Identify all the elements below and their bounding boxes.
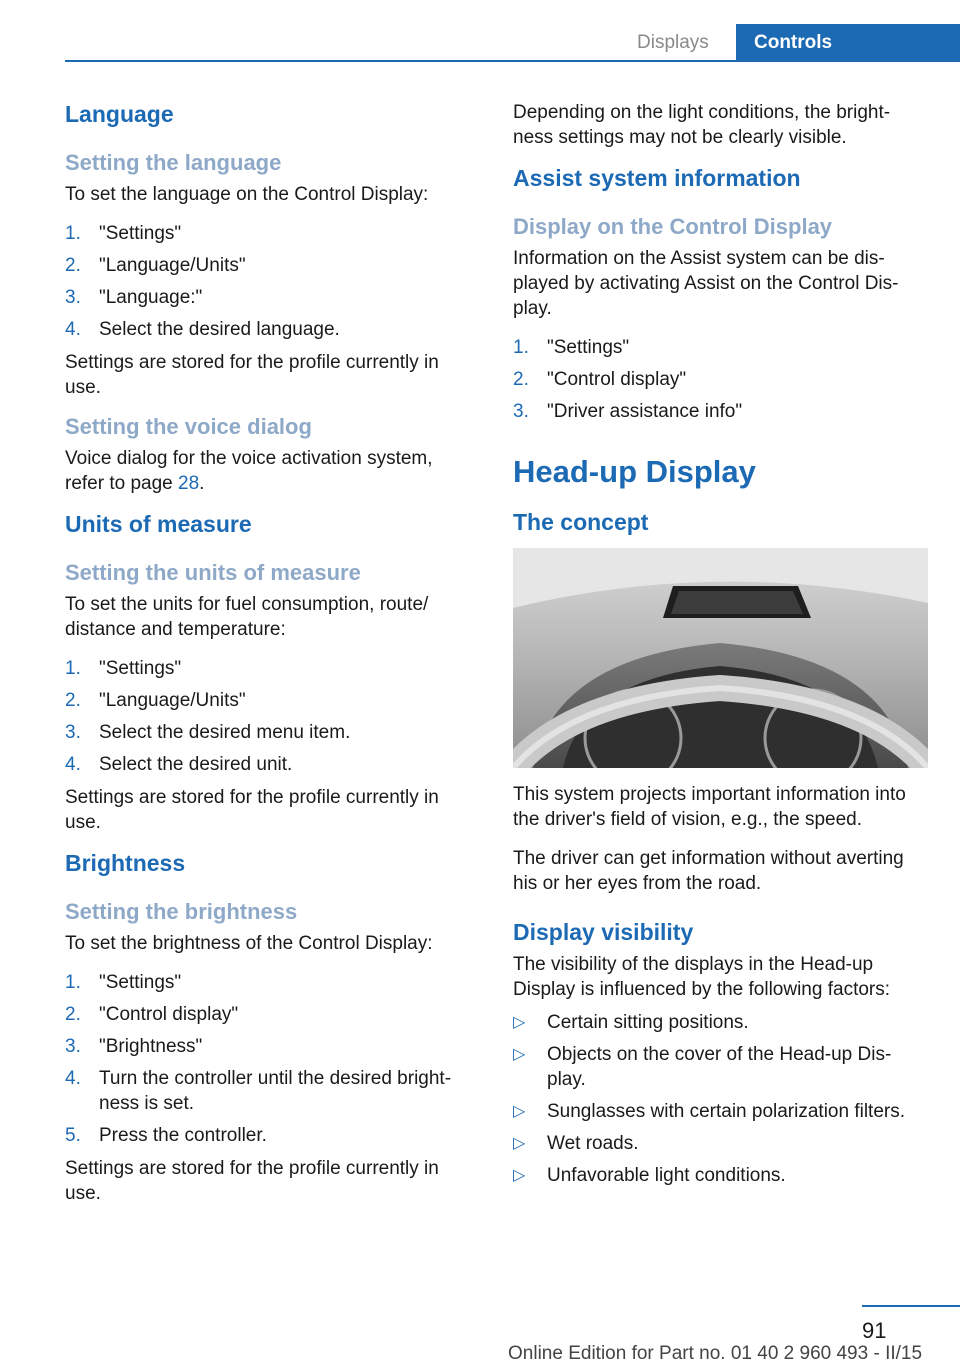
header-section-title: Displays: [637, 32, 709, 53]
step-number: 2.: [65, 255, 81, 276]
concept-paragraph-2: The driver can get information without averting his or her eyes from the road.: [513, 848, 904, 894]
list-item: [513, 1010, 933, 1035]
header-rule: [65, 60, 960, 62]
units-steps: [65, 656, 475, 777]
step-number: 4.: [65, 1068, 81, 1089]
step-number: 4.: [65, 754, 81, 775]
brightness-heading: Brightness: [65, 850, 186, 876]
setting-language-heading: Setting the language: [65, 150, 282, 175]
units-heading: Units of measure: [65, 511, 252, 537]
step-number: 1.: [65, 972, 81, 993]
factor-text: Unfavorable light conditions.: [547, 1165, 786, 1186]
step-number: 3.: [65, 1036, 81, 1057]
visibility-factors: [513, 1010, 933, 1188]
step-text: "Brightness": [99, 1036, 203, 1057]
voice-dialog-text: [65, 446, 475, 496]
step-text: "Settings": [547, 337, 630, 358]
concept-heading: The concept: [513, 509, 649, 535]
step-number: 1.: [65, 658, 81, 679]
step-number: 1.: [65, 223, 81, 244]
list-item: [513, 1042, 933, 1092]
hud-heading: Head-up Display: [513, 454, 756, 489]
step-number: 3.: [65, 722, 81, 743]
step-number: 3.: [65, 287, 81, 308]
step-text: Press the controller.: [99, 1125, 267, 1146]
language-steps: [65, 221, 475, 342]
language-stored-note: Settings are stored for the profile currently in use.: [65, 352, 439, 398]
step-text: "Language:": [99, 287, 203, 308]
triangle-bullet-icon: ▷: [513, 1167, 526, 1184]
triangle-bullet-icon: ▷: [513, 1103, 526, 1120]
step-text: "Settings": [99, 223, 182, 244]
step-number: 3.: [513, 401, 529, 422]
visibility-intro: The visibility of the displays in the Head-up Display is influenced by the following factors:: [513, 954, 891, 1000]
list-item: [65, 688, 475, 713]
step-text: "Driver assistance info": [547, 401, 743, 422]
list-item: [65, 656, 475, 681]
footer-rule: [862, 1305, 960, 1307]
list-item: [513, 399, 933, 424]
triangle-bullet-icon: ▷: [513, 1014, 526, 1031]
triangle-bullet-icon: ▷: [513, 1135, 526, 1152]
list-item: [513, 367, 933, 392]
step-number: 2.: [65, 690, 81, 711]
units-stored-note: Settings are stored for the profile currently in use.: [65, 787, 439, 833]
voice-dialog-heading: Setting the voice dialog: [65, 414, 312, 439]
list-item: [513, 1099, 933, 1124]
list-item: [65, 1034, 475, 1059]
list-item: [65, 1123, 475, 1148]
setting-units-heading: Setting the units of measure: [65, 560, 361, 585]
assist-steps: [513, 335, 933, 424]
step-number: 4.: [65, 319, 81, 340]
assist-text: Information on the Assist system can be dis‐ played by activating Assist on the Control Dis‐ play.: [513, 248, 899, 319]
step-text: Select the desired menu item.: [99, 722, 351, 743]
assist-sub-heading: Display on the Control Display: [513, 214, 833, 239]
step-text: "Settings": [99, 658, 182, 679]
display-visibility-heading: Display visibility: [513, 919, 694, 945]
list-item: [513, 1163, 933, 1188]
list-item: [65, 1002, 475, 1027]
concept-paragraph-1: This system projects important information into the driver's field of vision, e.g., the speed.: [513, 784, 906, 830]
step-text: "Language/Units": [99, 255, 246, 276]
list-item: [65, 1066, 475, 1116]
step-number: 1.: [513, 337, 529, 358]
factor-text: Certain sitting positions.: [547, 1012, 749, 1033]
list-item: [65, 253, 475, 278]
factor-text: Objects on the cover of the Head-up Dis‐ play.: [547, 1044, 892, 1090]
list-item: [65, 317, 475, 342]
brightness-visibility-note: Depending on the light conditions, the bright‐ ness settings may not be clearly visible.: [513, 102, 891, 148]
list-item: [65, 970, 475, 995]
brightness-steps: [65, 970, 475, 1148]
units-intro: To set the units for fuel consumption, route/ distance and temperature:: [65, 594, 429, 640]
step-text: "Control display": [547, 369, 687, 390]
step-number: 5.: [65, 1125, 81, 1146]
right-column: [513, 100, 933, 1195]
list-item: [65, 285, 475, 310]
assist-heading: Assist system information: [513, 165, 801, 191]
head-up-display-illustration: [513, 548, 928, 768]
edition-footer: Online Edition for Part no. 01 40 2 960 493 - II/15: [508, 1343, 923, 1364]
factor-text: Sunglasses with certain polarization filters.: [547, 1101, 906, 1122]
setting-language-intro: To set the language on the Control Display:: [65, 184, 429, 205]
setting-brightness-heading: Setting the brightness: [65, 899, 298, 924]
voice-dialog-text-end: .: [199, 473, 205, 494]
factor-text: Wet roads.: [547, 1133, 639, 1154]
brightness-stored-note: Settings are stored for the profile currently in use.: [65, 1158, 439, 1204]
step-text: Select the desired language.: [99, 319, 340, 340]
step-text: "Control display": [99, 1004, 239, 1025]
voice-dialog-text-body: Voice dialog for the voice activation system, refer to page: [65, 448, 433, 494]
triangle-bullet-icon: ▷: [513, 1046, 526, 1063]
step-text: Select the desired unit.: [99, 754, 293, 775]
step-text: "Language/Units": [99, 690, 246, 711]
step-number: 2.: [65, 1004, 81, 1025]
brightness-intro: To set the brightness of the Control Display:: [65, 933, 433, 954]
list-item: [513, 335, 933, 360]
language-heading: Language: [65, 101, 174, 127]
step-text: "Settings": [99, 972, 182, 993]
list-item: [65, 221, 475, 246]
step-number: 2.: [513, 369, 529, 390]
step-text: Turn the controller until the desired bright‐ ness is set.: [99, 1068, 452, 1114]
list-item: [513, 1131, 933, 1156]
list-item: [65, 720, 475, 745]
page-number: 91: [862, 1318, 887, 1343]
left-column: [65, 100, 475, 1220]
page-reference-link[interactable]: 28: [178, 473, 200, 494]
list-item: [65, 752, 475, 777]
header-chapter-tab: Controls: [736, 24, 960, 62]
